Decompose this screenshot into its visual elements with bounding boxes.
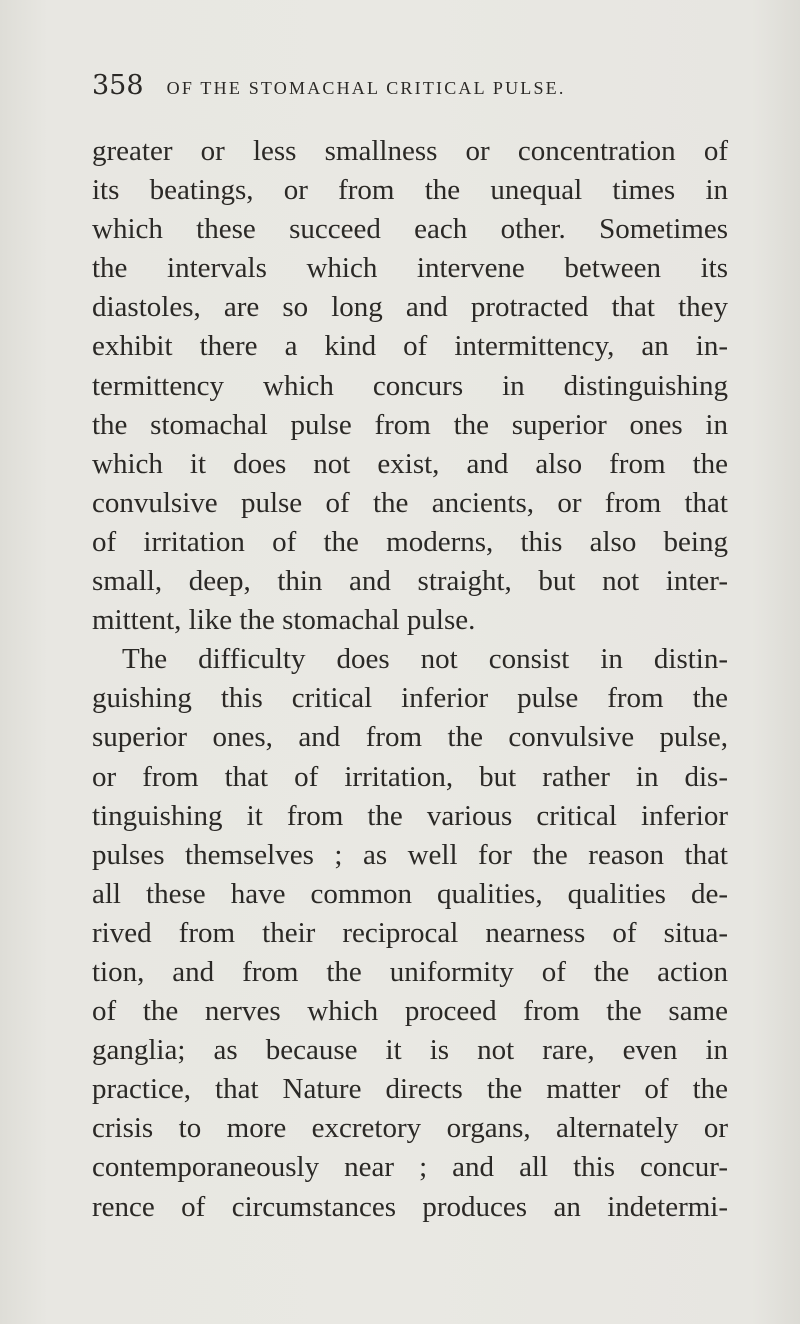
text-line: the intervals which intervene between its	[92, 252, 728, 285]
body-text	[92, 132, 728, 1227]
text-line: contemporaneously near ; and all this concur-	[92, 1151, 728, 1184]
running-head	[92, 70, 732, 110]
text-line: superior ones, and from the convulsive pulse,	[92, 721, 728, 754]
text-line: crisis to more excretory organs, alternately or	[92, 1112, 728, 1145]
text-line: exhibit there a kind of intermittency, an in-	[92, 330, 728, 363]
text-line: of irritation of the moderns, this also being	[92, 525, 728, 558]
text-line: ganglia; as because it is not rare, even in	[92, 1034, 728, 1067]
text-line: tinguishing it from the various critical inferior	[92, 799, 728, 832]
text-line: diastoles, are so long and protracted that they	[92, 291, 728, 324]
paragraph-start-line: The difficulty does not consist in distin-	[122, 643, 728, 676]
text-line: tion, and from the uniformity of the action	[92, 955, 728, 988]
text-line: or from that of irritation, but rather in dis-	[92, 760, 728, 793]
text-line: which it does not exist, and also from the	[92, 447, 728, 480]
text-line: guishing this critical inferior pulse from the	[92, 682, 728, 715]
page-number: 358	[92, 70, 144, 101]
text-line: the stomachal pulse from the superior ones in	[92, 408, 728, 441]
text-line: which these succeed each other. Sometimes	[92, 213, 728, 246]
text-line: convulsive pulse of the ancients, or from that	[92, 486, 728, 519]
text-line: all these have common qualities, qualities de-	[92, 877, 728, 910]
text-line: pulses themselves ; as well for the reason that	[92, 838, 728, 871]
text-line: termittency which concurs in distinguishing	[92, 369, 728, 402]
text-line: of the nerves which proceed from the same	[92, 995, 728, 1028]
text-line: practice, that Nature directs the matter of the	[92, 1073, 728, 1106]
text-line: rived from their reciprocal nearness of situa-	[92, 916, 728, 949]
text-line: small, deep, thin and straight, but not inter-	[92, 565, 728, 598]
text-line: its beatings, or from the unequal times in	[92, 174, 728, 207]
text-line: mittent, like the stomachal pulse.	[92, 604, 476, 637]
running-title: OF THE STOMACHAL CRITICAL PULSE.	[166, 78, 566, 98]
text-line: greater or less smallness or concentration of	[92, 135, 728, 167]
text-line: rence of circumstances produces an indetermi-	[92, 1190, 728, 1223]
